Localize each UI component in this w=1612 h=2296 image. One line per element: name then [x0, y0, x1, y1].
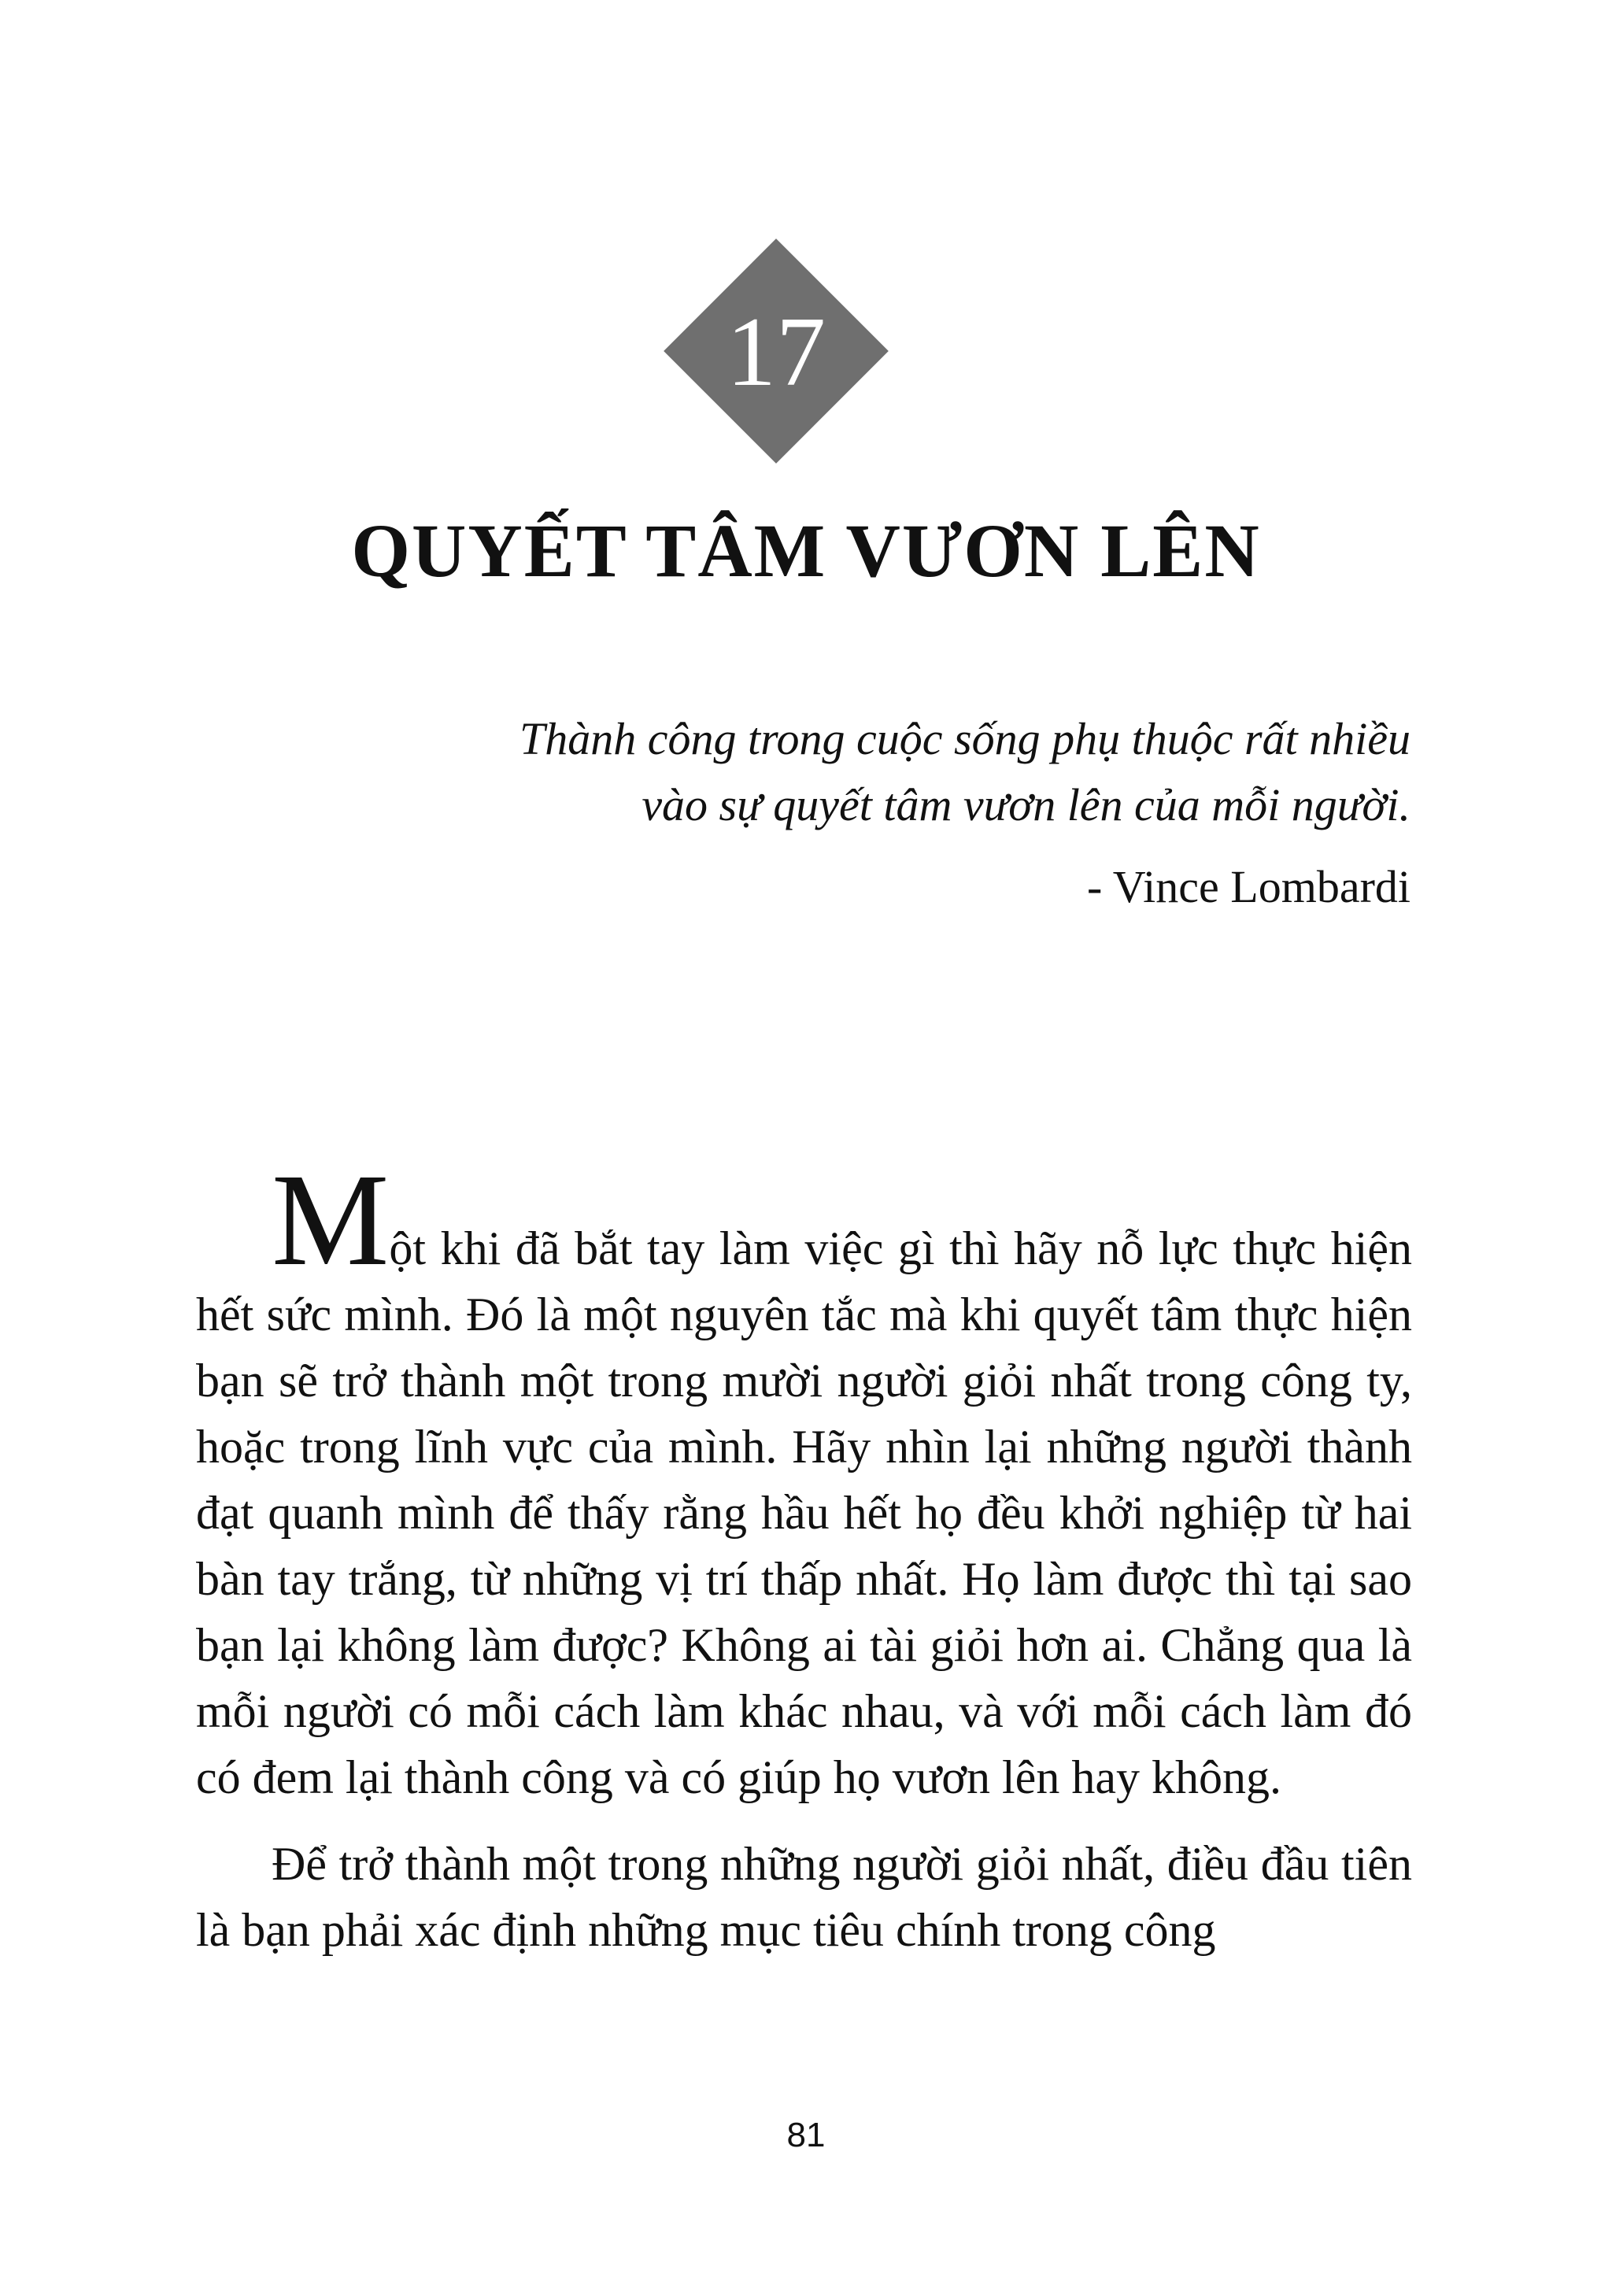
- epigraph: [309, 706, 1410, 920]
- page-number: 81: [786, 2116, 826, 2154]
- body-text: [196, 1147, 1412, 1963]
- epigraph-line-2: vào sự quyết tâm vươn lên của mỗi người.: [641, 779, 1410, 830]
- chapter-title: QUYẾT TÂM VƯƠN LÊN: [351, 508, 1261, 593]
- paragraph-2: Để trở thành một trong những người giỏi nhất, điều đầu tiên là bạn phải xác định những mục tiêu chính trong công: [196, 1838, 1412, 1956]
- drop-cap: M: [272, 1147, 390, 1293]
- chapter-number-badge: [664, 238, 889, 464]
- paragraph-1-text: ột khi đã bắt tay làm việc gì thì hãy nỗ lực thực hiện hết sức mình. Đó là một nguyên tắc mà khi quyết tâm thực hiện bạn sẽ trở thành một trong mười người giỏi nhất trong công ty, hoặc trong lĩnh vực của mình. Hãy nhìn lại những người thành đạt quanh mình để thấy rằng hầu hết họ đều khởi nghiệp từ hai bàn tay trắng, từ những vị trí thấp nhất. Họ làm được thì tại sao bạn lại không làm được? Không ai tài giỏi hơn ai. Chẳng qua là mỗi người có mỗi cách làm khác nhau, và với mỗi cách làm đó có đem lại thành công và có giúp họ vươn lên hay không.: [196, 1222, 1412, 1803]
- epigraph-line-1: Thành công trong cuộc sống phụ thuộc rất nhiều: [519, 713, 1410, 764]
- paragraph-1: [196, 1147, 1412, 1810]
- chapter-number: 17: [727, 298, 826, 407]
- epigraph-author: - Vince Lombardi: [1087, 861, 1410, 912]
